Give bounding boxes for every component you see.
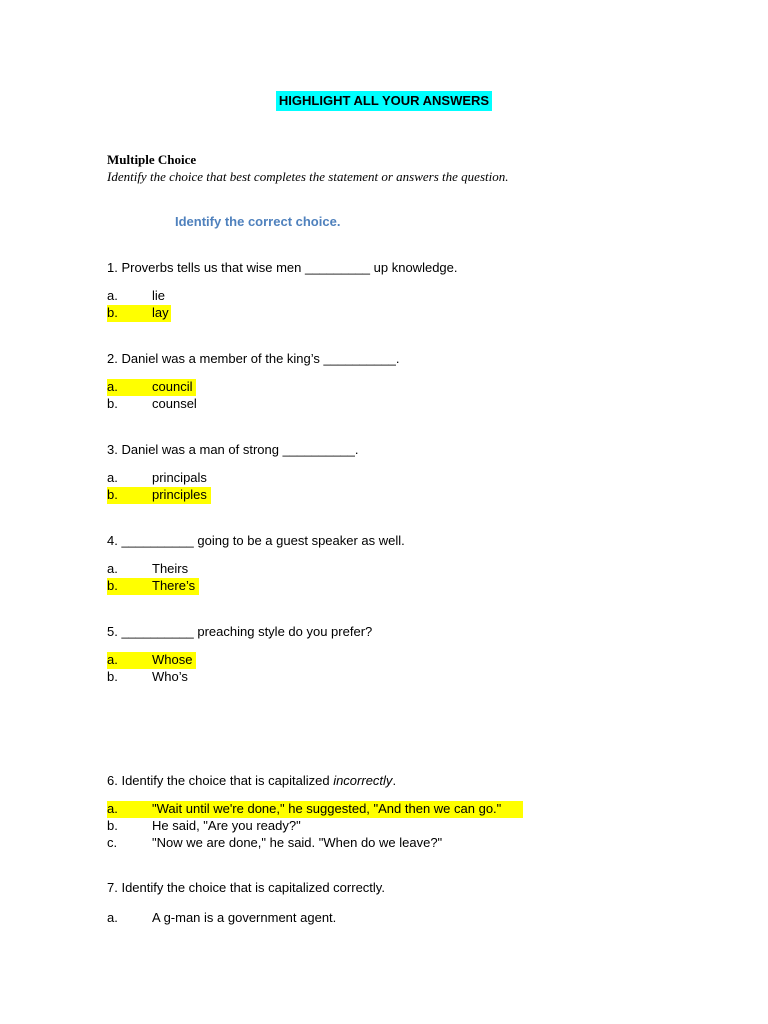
question-2-option-b[interactable] <box>107 396 197 413</box>
question-1-option-a[interactable] <box>107 288 166 305</box>
question-6-option-a[interactable] <box>107 801 523 818</box>
option-text: "Now we are done," he said. "When do we leave?" <box>152 835 443 850</box>
question-5-option-a[interactable] <box>107 652 196 669</box>
option-letter: b. <box>107 578 118 593</box>
option-text: "Wait until we're done," he suggested, "And then we can go." <box>152 801 502 816</box>
question-5: 5. __________ preaching style do you prefer? <box>107 624 373 639</box>
question-4-option-a[interactable] <box>107 561 189 578</box>
question-1: 1. Proverbs tells us that wise men _________ up knowledge. <box>107 260 458 275</box>
section-title: Multiple Choice <box>107 152 197 167</box>
question-3-option-a[interactable] <box>107 470 207 487</box>
question-4-option-b[interactable] <box>107 578 199 595</box>
option-letter: a. <box>107 652 118 667</box>
question-3-option-b[interactable] <box>107 487 211 504</box>
question-2: 2. Daniel was a member of the king’s __________. <box>107 351 400 366</box>
subheading: Identify the correct choice. <box>175 214 341 229</box>
question-1-option-b[interactable] <box>107 305 171 322</box>
option-text: principals <box>152 470 207 485</box>
question-6-option-c[interactable] <box>107 835 443 852</box>
option-text: council <box>152 379 193 394</box>
option-letter: b. <box>107 396 118 411</box>
question-6-suffix: . <box>392 773 397 788</box>
option-text: Whose <box>152 652 193 667</box>
option-letter: b. <box>107 818 118 833</box>
option-letter: c. <box>107 835 118 850</box>
option-letter: a. <box>107 288 118 303</box>
question-6-emphasis: incorrectly <box>333 773 393 788</box>
option-letter: a. <box>107 910 118 925</box>
option-letter: a. <box>107 801 118 816</box>
question-6 <box>107 773 396 788</box>
question-2-option-a[interactable] <box>107 379 196 396</box>
question-6-option-b[interactable] <box>107 818 301 835</box>
option-text: A g-man is a government agent. <box>152 910 337 925</box>
option-text: He said, "Are you ready?" <box>152 818 301 833</box>
question-7-option-a[interactable] <box>107 910 337 927</box>
question-4: 4. __________ going to be a guest speaker as well. <box>107 533 405 548</box>
question-7: 7. Identify the choice that is capitalized correctly. <box>107 880 385 895</box>
option-text: Who’s <box>152 669 188 684</box>
option-text: lay <box>152 305 169 320</box>
option-letter: a. <box>107 470 118 485</box>
option-text: lie <box>152 288 166 303</box>
option-letter: b. <box>107 305 118 320</box>
option-text: counsel <box>152 396 197 411</box>
option-text: principles <box>152 487 207 502</box>
question-5-option-b[interactable] <box>107 669 188 686</box>
option-letter: b. <box>107 669 118 684</box>
option-letter: b. <box>107 487 118 502</box>
question-3: 3. Daniel was a man of strong __________. <box>107 442 359 457</box>
option-text: There’s <box>152 578 196 593</box>
section-instructions: Identify the choice that best completes the statement or answers the question. <box>107 169 509 184</box>
banner-text: HIGHLIGHT ALL YOUR ANSWERS <box>276 91 492 111</box>
option-letter: a. <box>107 379 118 394</box>
option-text: Theirs <box>152 561 189 576</box>
question-6-prefix: 6. Identify the choice that is capitalized <box>107 773 334 788</box>
option-letter: a. <box>107 561 118 576</box>
instruction-banner <box>0 92 768 110</box>
